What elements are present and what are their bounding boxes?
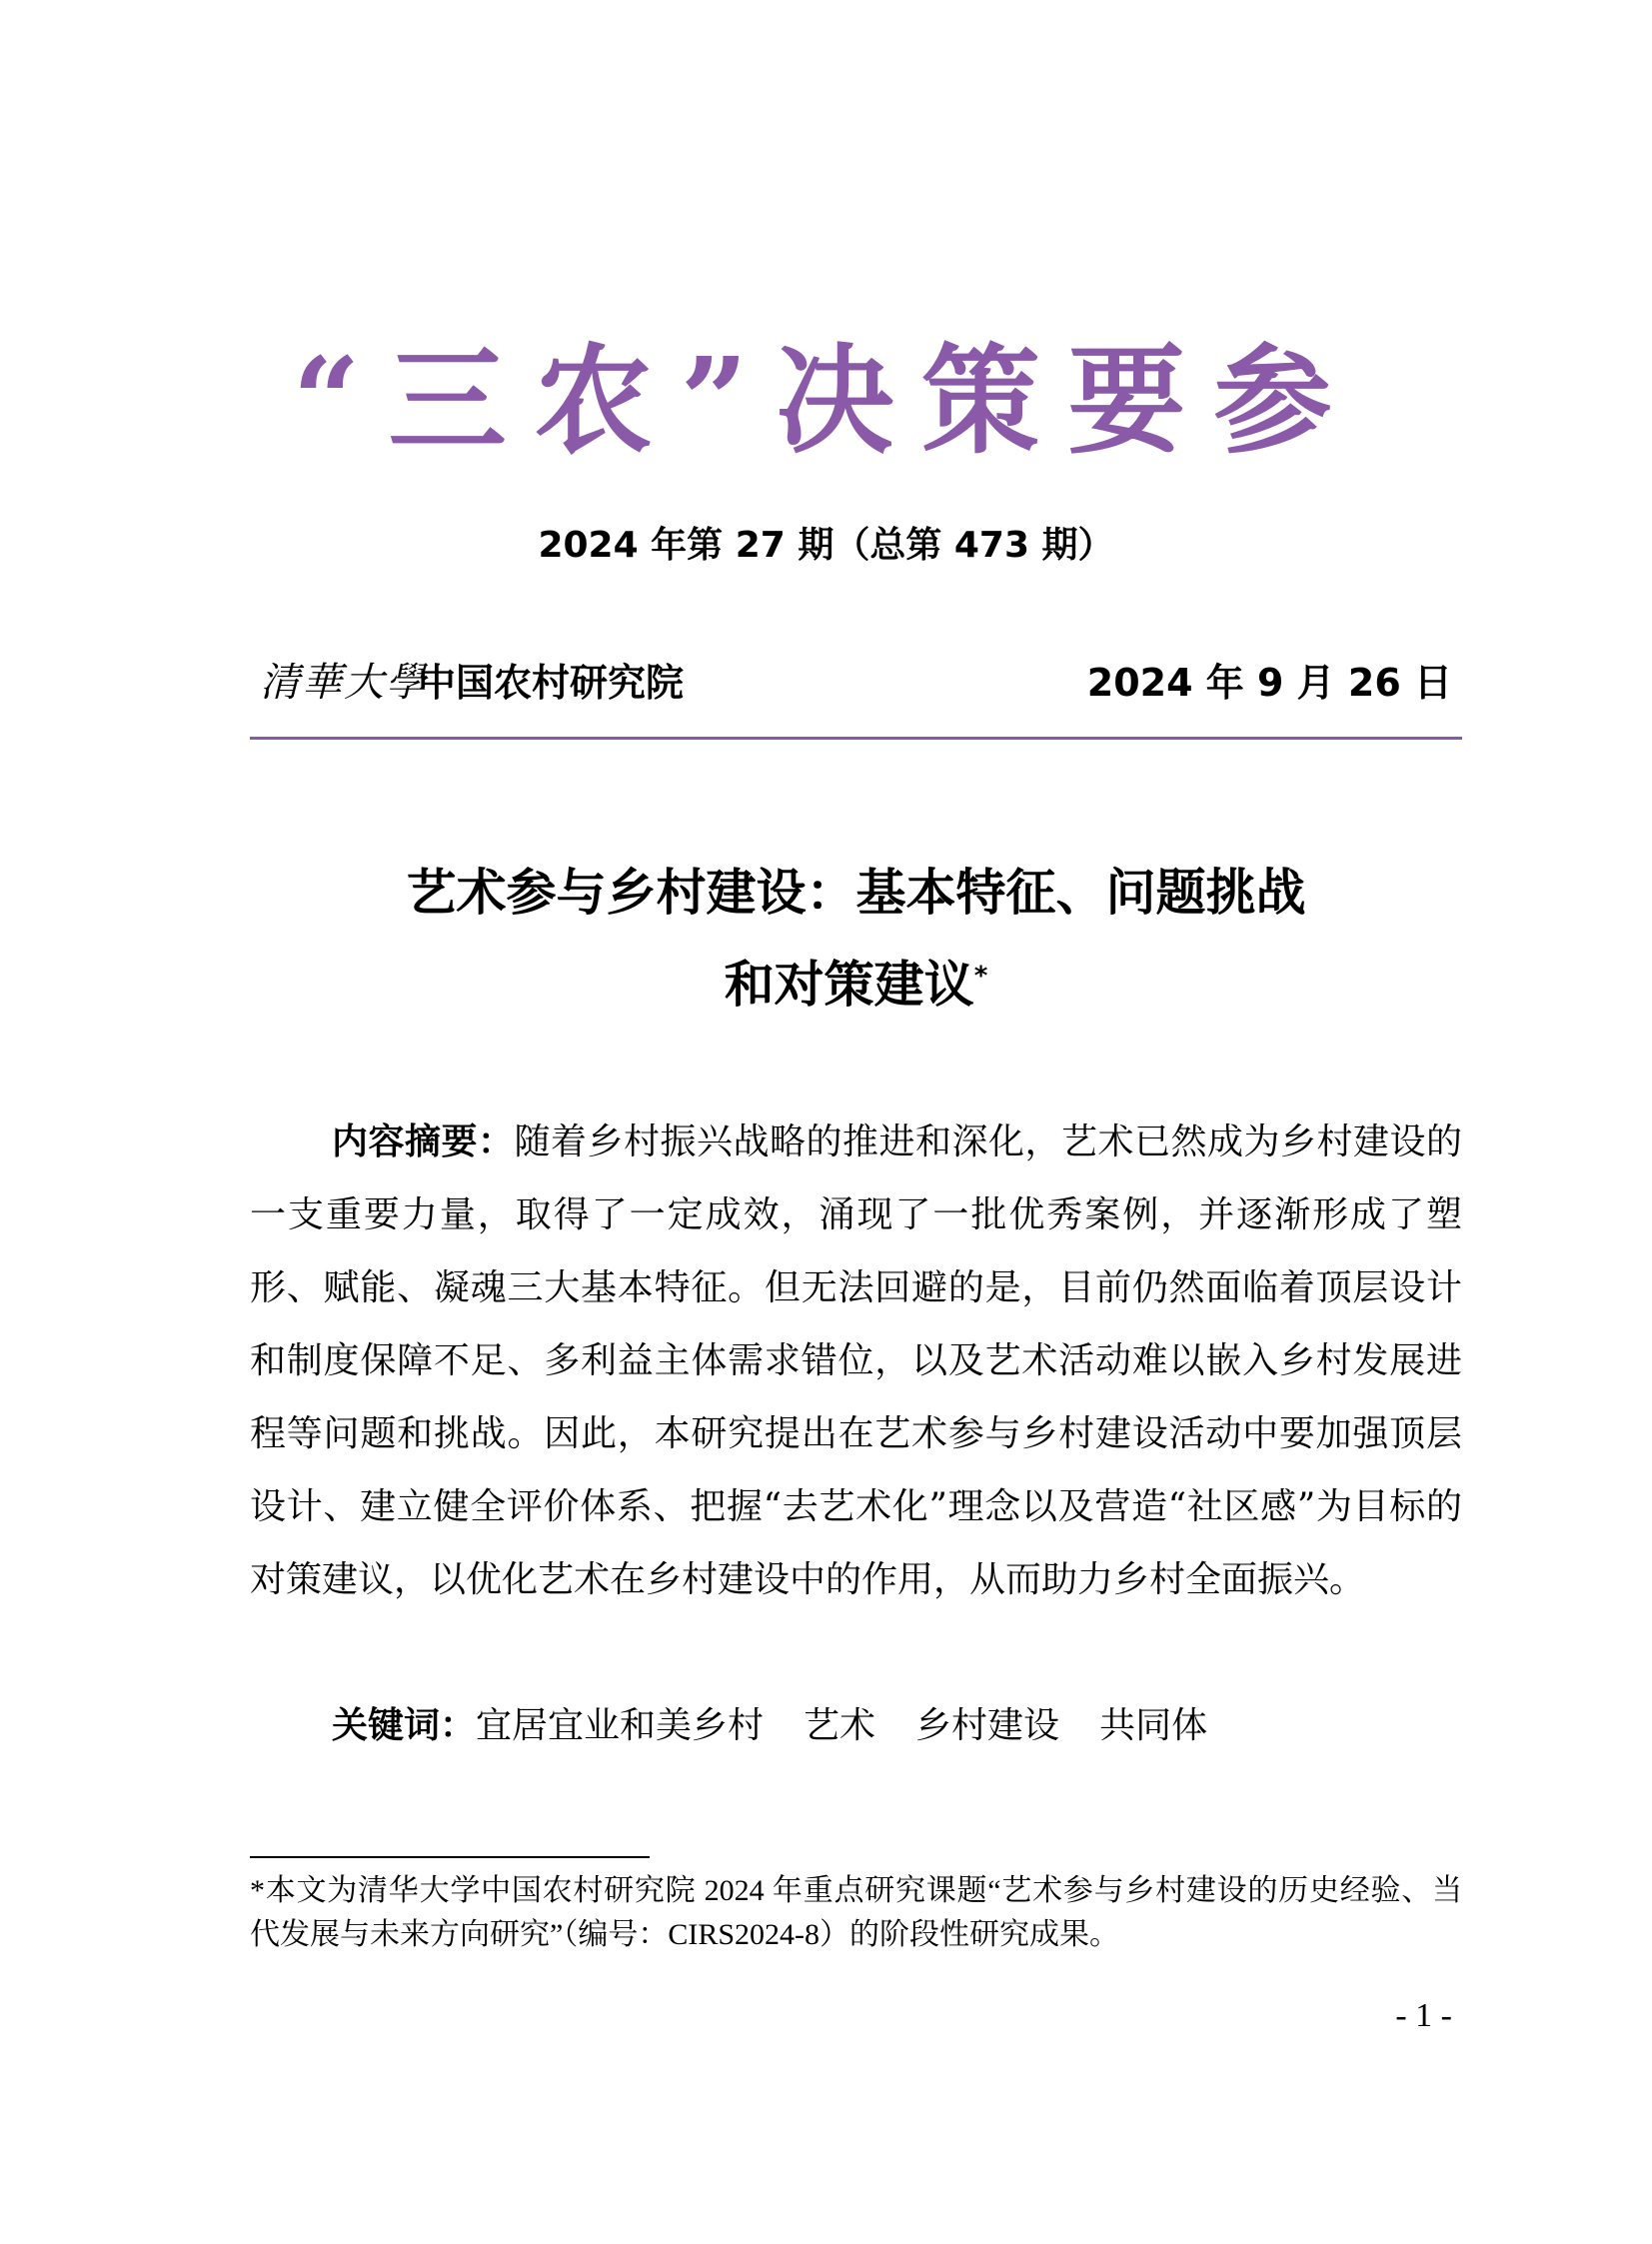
- keyword-item: 艺术: [804, 1705, 876, 1746]
- footnote-marker: *: [973, 961, 988, 992]
- university-logo: 清華大學: [260, 660, 428, 706]
- publication-date: 2024 年 9 月 26 日: [1086, 661, 1452, 705]
- publisher-row: [250, 655, 1462, 711]
- keyword-item: 乡村建设: [915, 1705, 1060, 1746]
- keyword-item: 共同体: [1099, 1705, 1208, 1746]
- footnote-text: *本文为清华大学中国农村研究院 2024 年重点研究课题“艺术参与乡村建设的历史经验、当代发展与未来方向研究”（编号：CIRS2024-8）的阶段性研究成果。: [250, 1874, 1462, 1951]
- title-line-2: [250, 939, 1462, 1031]
- page-number: - 1 -: [1395, 1997, 1452, 2034]
- keywords-label: 关键词：: [332, 1705, 477, 1746]
- footnote-divider: [250, 1856, 650, 1858]
- keywords-line: [332, 1689, 1462, 1762]
- keyword-item: 宜居宜业和美乡村: [476, 1705, 765, 1746]
- title-line-1: 艺术参与乡村建设：基本特征、问题挑战: [406, 864, 1306, 922]
- masthead-title: “三农”决策要参: [292, 331, 1360, 470]
- article-title: [250, 847, 1462, 1031]
- header-divider: [250, 737, 1462, 740]
- abstract-label: 内容摘要：: [332, 1122, 515, 1162]
- title-line-2-text: 和对策建议: [724, 956, 974, 1014]
- abstract-text: 随着乡村振兴战略的推进和深化，艺术已然成为乡村建设的一支重要力量，取得了一定成效，涌现了一批优秀案例，并逐渐形成了塑形、赋能、凝魂三大基本特征。但无法回避的是，目前仍然面临着顶层设计和制度保障不足、多利益主体需求错位，以及艺术活动难以嵌入乡村发展进程等问题和挑战。因此，本研究提出在艺术参与乡村建设活动中要加强顶层设计、建立健全评价体系、把握“去艺术化”理念以及营造“社区感”为目标的对策建议，以优化艺术在乡村建设中的作用，从而助力乡村全面振兴。: [250, 1122, 1462, 1600]
- abstract-paragraph: [250, 1106, 1462, 1616]
- institute-name: 中国农村研究院: [418, 661, 685, 705]
- issue-number: 2024 年第 27 期（总第 473 期）: [538, 525, 1114, 566]
